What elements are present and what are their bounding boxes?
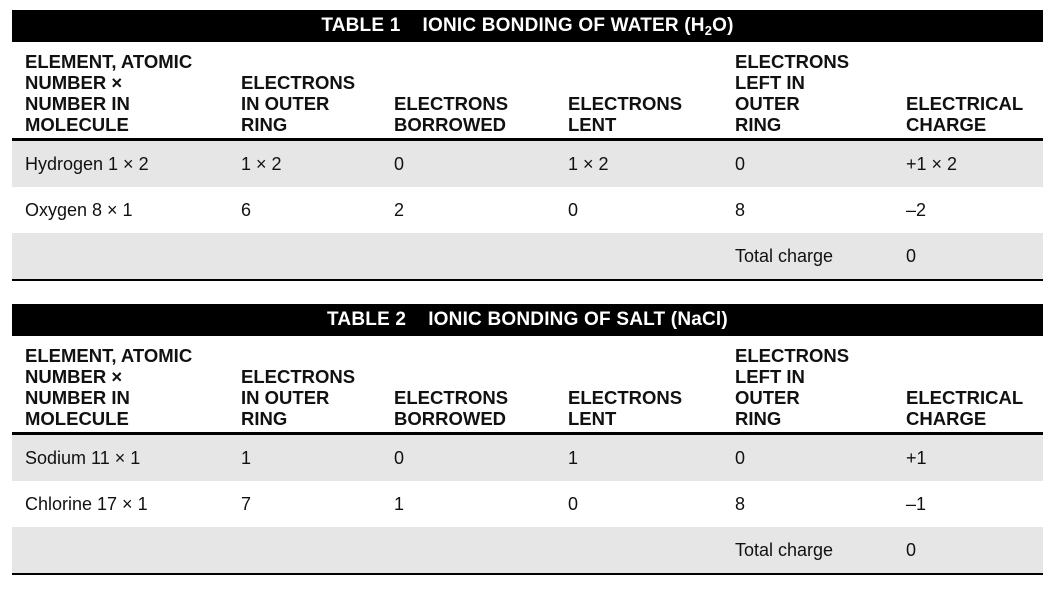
cell: 2 <box>394 200 405 220</box>
header-lent: ELECTRONS LENT <box>568 93 683 135</box>
cell: 6 <box>241 200 252 220</box>
header-element: ELEMENT, ATOMIC NUMBER × NUMBER IN MOLECULE <box>25 51 193 135</box>
header-borrowed: ELECTRONS BORROWED <box>394 387 509 429</box>
cell: –2 <box>906 200 927 220</box>
cell: 1 × 2 <box>241 154 282 174</box>
header-charge: ELECTRICAL CHARGE <box>906 387 1024 429</box>
header-charge: ELECTRICAL CHARGE <box>906 93 1024 135</box>
cell: 0 <box>735 448 746 468</box>
table-title-end: O) <box>712 15 734 36</box>
total-label: Total charge <box>735 540 834 560</box>
table-row <box>12 187 1043 233</box>
total-row <box>12 233 1043 281</box>
cell: Sodium 11 × 1 <box>25 448 141 468</box>
cell: –1 <box>906 494 927 514</box>
water-bonding-table <box>12 10 1043 281</box>
total-value: 0 <box>906 246 917 266</box>
header-left-in-ring: ELECTRONS LEFT IN OUTER RING <box>735 345 850 429</box>
cell: 0 <box>394 154 405 174</box>
header-lent: ELECTRONS LENT <box>568 387 683 429</box>
header-outer-ring: ELECTRONS IN OUTER RING <box>241 72 356 135</box>
table-number: TABLE 1 <box>321 15 401 36</box>
cell: 0 <box>568 200 579 220</box>
cell: +1 × 2 <box>906 154 958 174</box>
cell: 1 <box>241 448 252 468</box>
cell: 1 <box>568 448 579 468</box>
header-outer-ring: ELECTRONS IN OUTER RING <box>241 366 356 429</box>
cell: Hydrogen 1 × 2 <box>25 154 149 174</box>
table-number: TABLE 2 <box>327 309 407 330</box>
table-row <box>12 481 1043 527</box>
header-row <box>12 336 1043 435</box>
cell: Oxygen 8 × 1 <box>25 200 133 220</box>
cell: 0 <box>568 494 579 514</box>
header-element: ELEMENT, ATOMIC NUMBER × NUMBER IN MOLECULE <box>25 345 193 429</box>
header-left-in-ring: ELECTRONS LEFT IN OUTER RING <box>735 51 850 135</box>
table-title-text: IONIC BONDING OF WATER (H <box>422 15 705 36</box>
cell: 7 <box>241 494 252 514</box>
total-row <box>12 527 1043 575</box>
total-value: 0 <box>906 540 917 560</box>
cell: 0 <box>735 154 746 174</box>
table-title <box>12 10 1043 42</box>
salt-bonding-table <box>12 304 1043 575</box>
table-title-text: IONIC BONDING OF SALT (NaCl) <box>428 309 728 330</box>
cell: +1 <box>906 448 927 468</box>
table-row <box>12 141 1043 187</box>
header-borrowed: ELECTRONS BORROWED <box>394 93 509 135</box>
cell: 1 × 2 <box>568 154 609 174</box>
cell: 8 <box>735 200 746 220</box>
total-label: Total charge <box>735 246 834 266</box>
subscript: 2 <box>704 23 713 38</box>
cell: 1 <box>394 494 405 514</box>
header-row <box>12 42 1043 141</box>
cell: 8 <box>735 494 746 514</box>
table-row <box>12 435 1043 481</box>
table-title <box>12 304 1043 336</box>
cell: 0 <box>394 448 405 468</box>
cell: Chlorine 17 × 1 <box>25 494 148 514</box>
